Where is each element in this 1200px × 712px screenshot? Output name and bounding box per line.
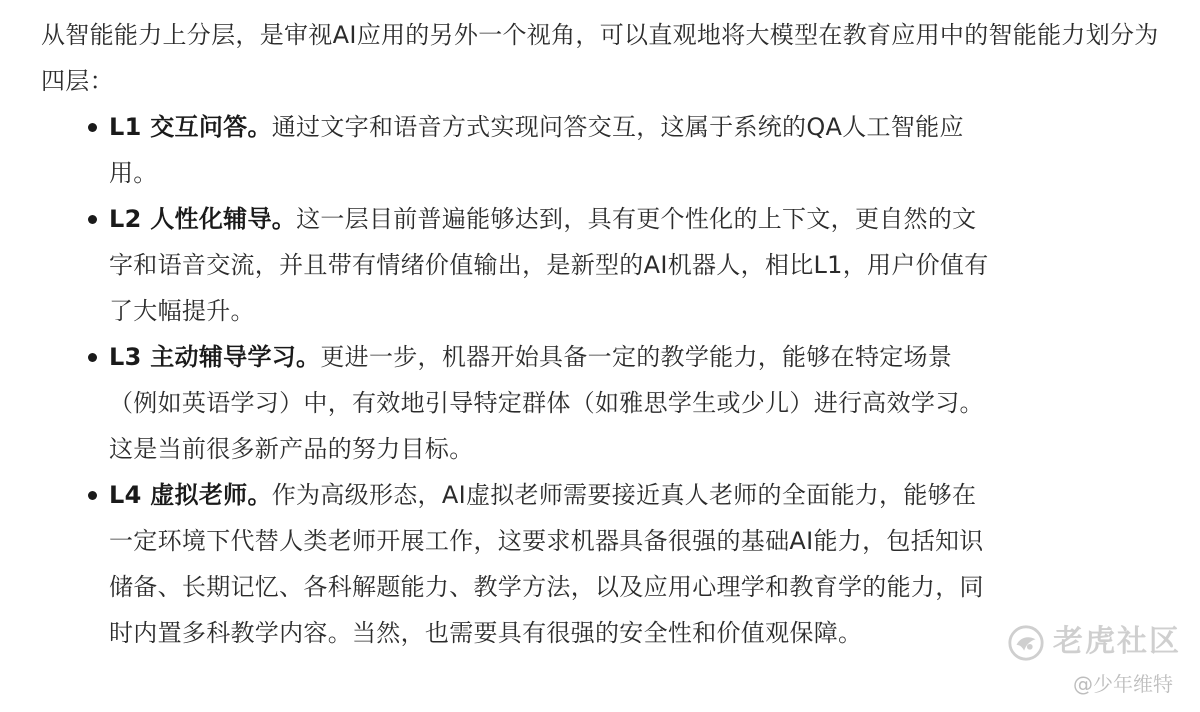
list-item-l3	[41, 334, 996, 472]
watermark	[1005, 622, 1190, 707]
levels-list	[41, 104, 996, 656]
intro-paragraph: 从智能能力上分层，是审视AI应用的另外一个视角，可以直观地将大模型在教育应用中的智能能力划分为四层：	[41, 21, 1159, 95]
watermark-brand: 老虎社区	[1053, 624, 1181, 659]
tiger-community-logo-icon	[1007, 624, 1045, 662]
level-text: 通过文字和语音方式实现问答交互，这属于系统的QA人工智能应用。	[109, 113, 964, 187]
bullet-icon	[88, 491, 97, 500]
level-title: L1 交互问答。	[109, 113, 272, 141]
list-item-l4	[41, 472, 996, 656]
article-body	[41, 12, 1171, 656]
level-text: 这一层目前普遍能够达到，具有更个性化的上下文，更自然的文字和语音交流，并且带有情绪价值输出，是新型的AI机器人，相比L1，用户价值有了大幅提升。	[109, 205, 989, 325]
level-text: 更进一步，机器开始具备一定的教学能力，能够在特定场景（例如英语学习）中，有效地引导特定群体（如雅思学生或少儿）进行高效学习。这是当前很多新产品的努力目标。	[109, 343, 984, 463]
watermark-author: @少年维特	[1073, 672, 1173, 696]
bullet-icon	[88, 215, 97, 224]
bullet-icon	[88, 123, 97, 132]
list-item-l2	[41, 196, 996, 334]
list-item-l1	[41, 104, 996, 196]
level-title: L4 虚拟老师。	[109, 481, 272, 509]
level-title: L3 主动辅导学习。	[109, 343, 321, 371]
level-text: 作为高级形态，AI虚拟老师需要接近真人老师的全面能力，能够在一定环境下代替人类老师开展工作，这要求机器具备很强的基础AI能力，包括知识储备、长期记忆、各科解题能力、教学方法，以及应用心理学和教育学的能力，同时内置多科教学内容。当然，也需要具有很强的安全性和价值观保障。	[109, 481, 984, 647]
bullet-icon	[88, 353, 97, 362]
level-title: L2 人性化辅导。	[109, 205, 297, 233]
